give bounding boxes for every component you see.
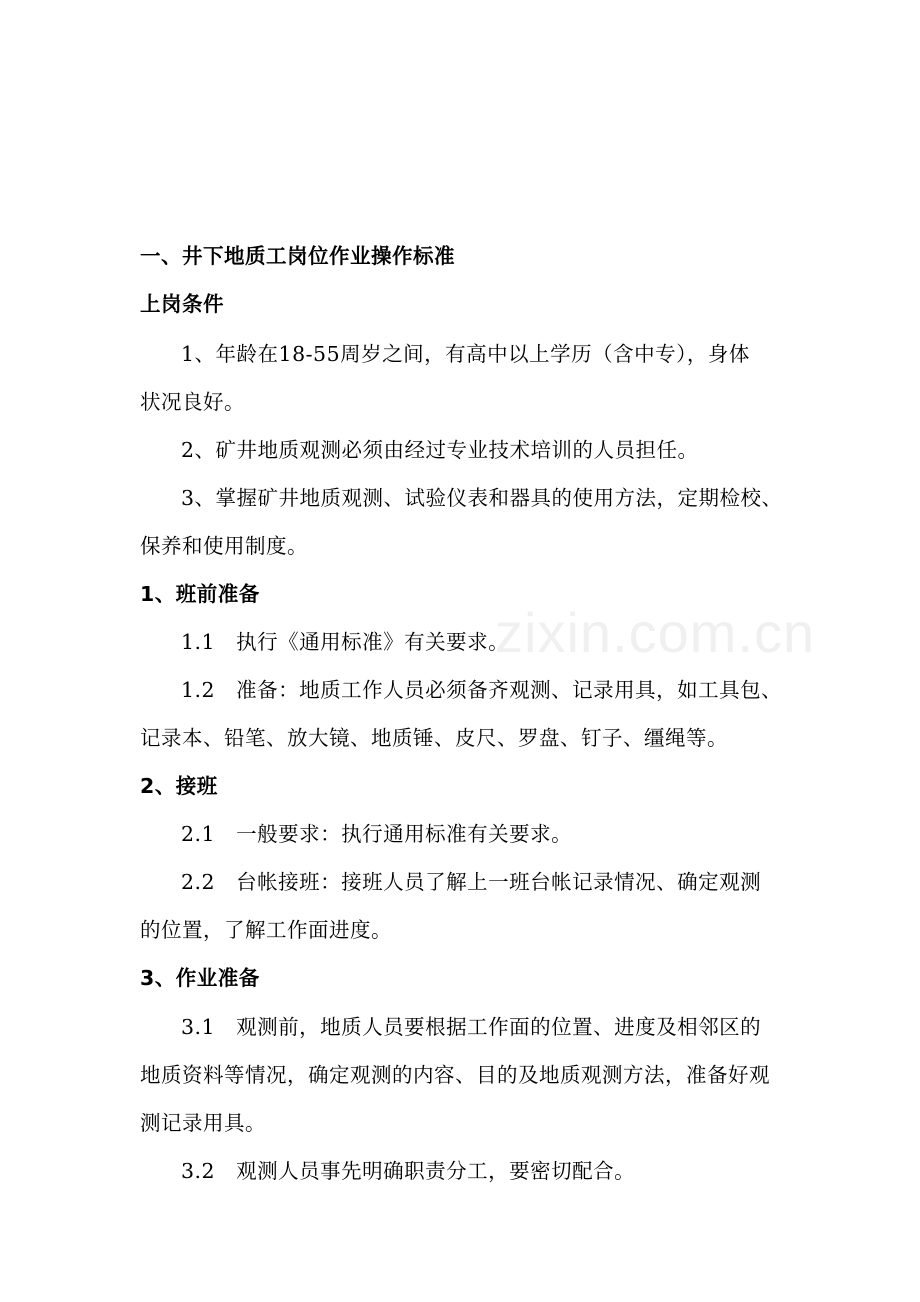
item-1-2-line-2: 记录本、铅笔、放大镜、地质锤、皮尺、罗盘、钉子、缰绳等。 [140, 726, 728, 750]
watermark: zixin.com.cn [495, 601, 816, 664]
item-3-1-line-1: 3.1 观测前，地质人员要根据工作面的位置、进度及相邻区的 [181, 1015, 762, 1039]
heading-section-2: 2、接班 [140, 774, 218, 798]
item-2-1: 2.1 一般要求：执行通用标准有关要求。 [181, 822, 573, 846]
item-2-2-line-2: 的位置，了解工作面进度。 [140, 918, 392, 942]
heading-conditions: 上岗条件 [140, 292, 224, 316]
item-1-1: 1.1 执行《通用标准》有关要求。 [181, 630, 510, 654]
item-3-2: 3.2 观测人员事先明确职责分工，要密切配合。 [181, 1159, 636, 1183]
condition-item-3-line-1: 3、掌握矿井地质观测、试验仪表和器具的使用方法，定期检校、 [181, 486, 783, 510]
heading-section-3: 3、作业准备 [140, 966, 260, 990]
item-3-1-line-2: 地质资料等情况，确定观测的内容、目的及地质观测方法，准备好观 [140, 1063, 770, 1087]
item-2-2-line-1: 2.2 台帐接班：接班人员了解上一班台帐记录情况、确定观测 [181, 870, 762, 894]
item-3-1-line-3: 测记录用具。 [140, 1111, 266, 1135]
condition-item-2: 2、矿井地质观测必须由经过专业技术培训的人员担任。 [181, 438, 699, 462]
condition-item-1-line-1: 1、年龄在18-55周岁之间，有高中以上学历（含中专），身体 [181, 342, 750, 366]
document-title: 一、井下地质工岗位作业操作标准 [140, 244, 455, 268]
condition-item-3-line-2: 保养和使用制度。 [140, 534, 308, 558]
heading-section-1: 1、班前准备 [140, 582, 260, 606]
condition-item-1-line-2: 状况良好。 [140, 390, 245, 414]
item-1-2-line-1: 1.2 准备：地质工作人员必须备齐观测、记录用具，如工具包、 [181, 678, 783, 702]
